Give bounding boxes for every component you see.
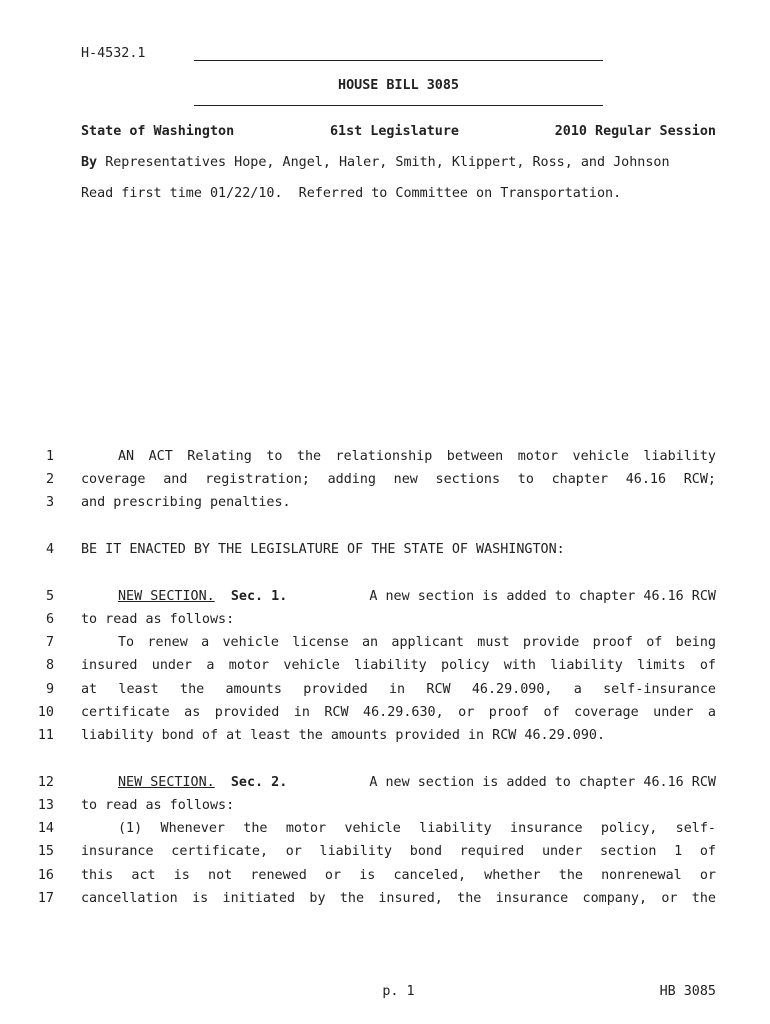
bill-line (0, 612, 770, 632)
line-number: 11 (37, 728, 54, 743)
session: 2010 Regular Session (554, 124, 716, 139)
line-text: AN ACT Relating to the relationship between motor vehicle liability (118, 449, 716, 464)
bill-line (0, 868, 770, 888)
line-number: 2 (45, 472, 54, 487)
section-number: Sec. 2. (230, 775, 288, 790)
line-number: 13 (37, 798, 54, 813)
state-name: State of Washington (81, 124, 235, 139)
line-text: insured under a motor vehicle liability policy with liability limits of (81, 658, 716, 673)
line-number: 15 (37, 844, 54, 859)
line-number: 9 (45, 682, 54, 697)
bill-line (0, 775, 770, 795)
read-first-note: Read first time 01/22/10. Referred to Committee on Transportation. (81, 186, 622, 201)
bill-title: HOUSE BILL 3085 (338, 78, 459, 93)
bill-line (0, 495, 770, 515)
document-id: H-4532.1 (81, 46, 146, 61)
bill-line (0, 542, 770, 562)
line-text: and prescribing penalties. (81, 495, 291, 510)
line-number: 7 (45, 635, 54, 650)
bill-line (0, 449, 770, 469)
new-section-label: NEW SECTION. Sec. 1. (118, 589, 288, 604)
line-number: 1 (45, 449, 54, 464)
enacting-clause: BE IT ENACTED BY THE LEGISLATURE OF THE STATE OF WASHINGTON: (81, 542, 565, 557)
legislature: 61st Legislature (329, 124, 459, 139)
page-number: p. 1 (382, 984, 415, 999)
line-number: 8 (45, 658, 54, 673)
line-text: To renew a vehicle license an applicant must provide proof of being (118, 635, 716, 650)
session-info (81, 124, 716, 139)
line-number: 14 (37, 821, 54, 836)
bill-line (0, 728, 770, 748)
bill-line (0, 821, 770, 841)
header-rule-bottom (194, 105, 603, 106)
line-text: (1) Whenever the motor vehicle liability insurance policy, self- (118, 821, 716, 836)
line-text: to read as follows: (81, 612, 235, 627)
footer-bill-number: HB 3085 (659, 984, 716, 999)
line-text: certificate as provided in RCW 46.29.630, or proof of coverage under a (81, 705, 716, 720)
bill-line (0, 658, 770, 678)
line-number: 12 (37, 775, 54, 790)
bill-line (0, 589, 770, 609)
line-number: 16 (37, 868, 54, 883)
line-number: 10 (37, 705, 54, 720)
line-text: liability bond of at least the amounts provided in RCW 46.29.090. (81, 728, 606, 743)
section-number: Sec. 1. (230, 589, 288, 604)
sponsors (81, 155, 716, 170)
line-text: cancellation is initiated by the insured, the insurance company, or the (81, 891, 716, 906)
line-number: 3 (45, 495, 54, 510)
new-section-label: NEW SECTION. Sec. 2. (118, 775, 288, 790)
line-text: this act is not renewed or is canceled, whether the nonrenewal or (81, 868, 716, 883)
line-text: A new section is added to chapter 46.16 RCW (369, 775, 716, 790)
line-text: to read as follows: (81, 798, 235, 813)
bill-line (0, 705, 770, 725)
line-text: at least the amounts provided in RCW 46.29.090, a self-insurance (81, 682, 716, 697)
bill-line (0, 472, 770, 492)
line-number: 5 (45, 589, 54, 604)
bill-line (0, 635, 770, 655)
bill-line (0, 798, 770, 818)
bill-line (0, 891, 770, 911)
bill-line (0, 682, 770, 702)
line-text: coverage and registration; adding new sections to chapter 46.16 RCW; (81, 472, 716, 487)
line-number: 6 (45, 612, 54, 627)
line-number: 4 (45, 542, 54, 557)
line-number: 17 (37, 891, 54, 906)
line-text: insurance certificate, or liability bond required under section 1 of (81, 844, 716, 859)
by-label: By (81, 155, 98, 170)
sponsor-list: Representatives Hope, Angel, Haler, Smith, Klippert, Ross, and Johnson (105, 155, 670, 170)
header-rule-top (194, 60, 603, 61)
line-text: A new section is added to chapter 46.16 RCW (369, 589, 716, 604)
bill-line (0, 844, 770, 864)
